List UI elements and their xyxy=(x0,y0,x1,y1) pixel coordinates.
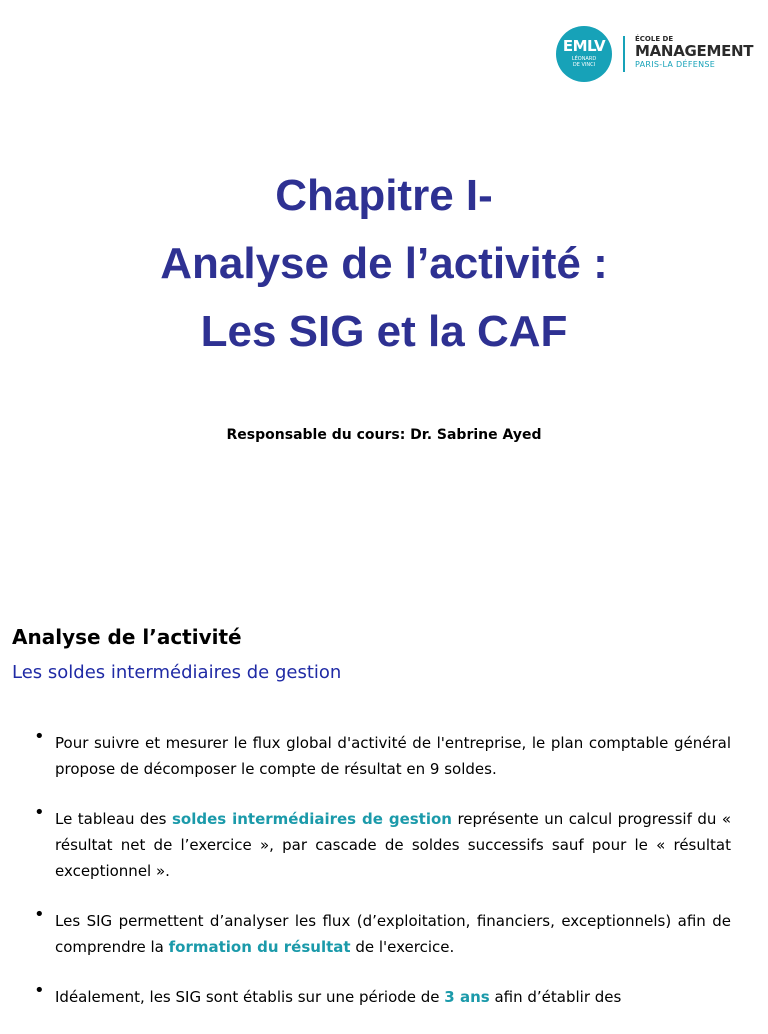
logo-ecole: ÉCOLE DE xyxy=(635,35,674,43)
bullet-dot: • xyxy=(34,904,45,925)
logo-circle-subtext: LÉONARD DE VINCI xyxy=(571,56,597,68)
bullet-text: Les SIG permettent d’analyser les flux (d’exploitation, financiers, exceptionnels) afin de comprendre la xyxy=(55,912,731,956)
slide-title xyxy=(0,162,768,366)
bullet-dot: • xyxy=(34,980,45,1001)
bullet-text: Le tableau des xyxy=(55,810,172,828)
logo-location: PARIS-LA DÉFENSE xyxy=(635,60,716,69)
logo-management: MANAGEMENT xyxy=(635,42,754,60)
title-line-2: Analyse de l’activité : xyxy=(160,239,608,288)
section-subheading: Les soldes intermédiaires de gestion xyxy=(12,662,342,683)
logo-divider xyxy=(623,36,625,72)
bullet-text: Pour suivre et mesurer le flux global d'activité de l'entreprise, le plan comptable général propose de décomposer le compte de résultat en 9 soldes. xyxy=(55,734,731,778)
emlv-logo xyxy=(556,26,756,82)
section-heading: Analyse de l’activité xyxy=(12,625,242,649)
bullet-item xyxy=(34,980,731,1010)
highlight-text: formation du résultat xyxy=(168,938,351,956)
bullet-text: de l'exercice. xyxy=(350,938,455,956)
bullet-item xyxy=(34,904,731,960)
logo-circle-text: EMLV xyxy=(562,37,606,55)
bullet-dot: • xyxy=(34,726,45,747)
bullet-text: Idéalement, les SIG sont établis sur une période de xyxy=(55,988,445,1006)
course-responsible: Responsable du cours: Dr. Sabrine Ayed xyxy=(226,427,542,443)
bullet-text: afin d’établir des xyxy=(489,988,622,1006)
logo-wordmark xyxy=(635,35,753,70)
bullet-item xyxy=(34,802,732,884)
bullet-item xyxy=(34,726,731,782)
bullet-list xyxy=(34,726,732,1034)
highlight-text: 3 ans xyxy=(444,988,490,1006)
highlight-text: soldes intermédiaires de gestion xyxy=(171,810,452,828)
bullet-dot: • xyxy=(34,802,45,823)
content-slide xyxy=(0,590,768,1024)
emlv-logo-circle xyxy=(556,26,612,82)
title-line-1: Chapitre I- xyxy=(275,171,493,220)
title-line-3: Les SIG et la CAF xyxy=(200,307,568,356)
bullet-text: représente un calcul progressif du « résultat net de l’exercice », par cascade de soldes successifs sauf pour le « résultat exceptionnel ». xyxy=(55,810,732,880)
